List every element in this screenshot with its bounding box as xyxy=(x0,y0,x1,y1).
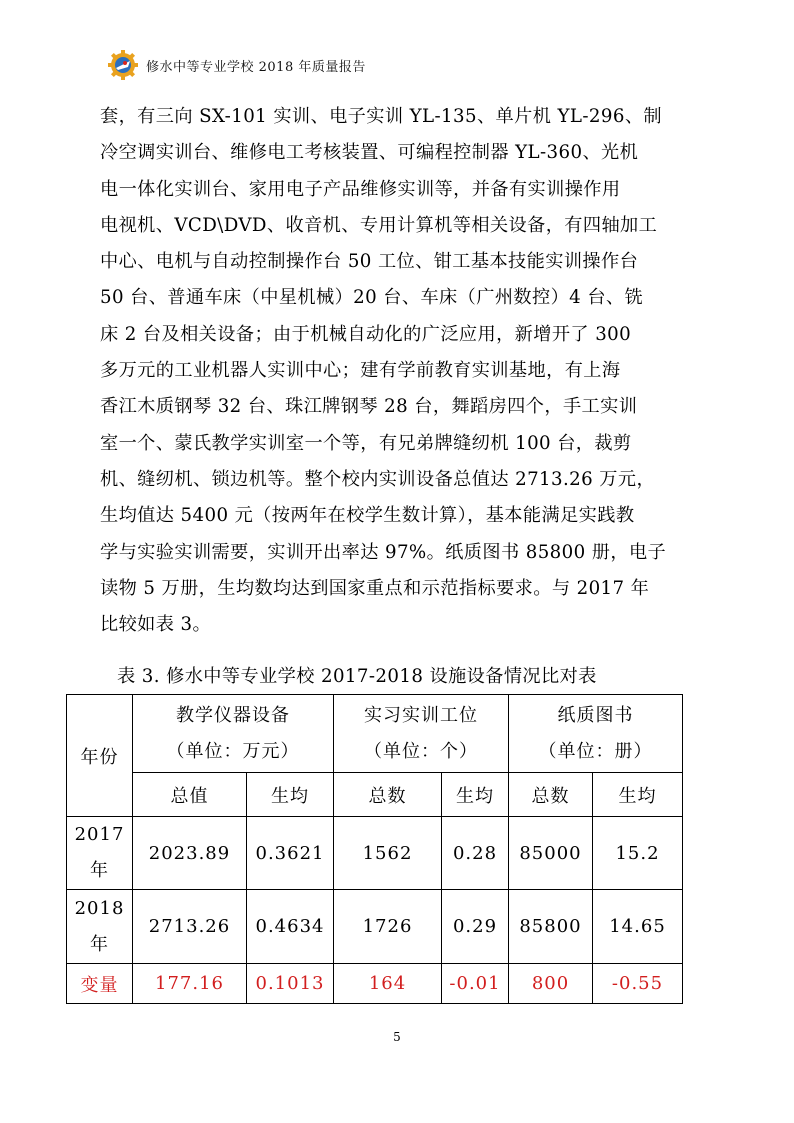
change-value-cell: 0.1013 xyxy=(247,964,334,1004)
value-cell: 0.29 xyxy=(442,890,509,964)
change-value-cell: -0.55 xyxy=(593,964,683,1004)
subheader-cell: 总数 xyxy=(509,773,593,817)
paragraph-line: 室一个、蒙氏教学实训室一个等，有兄弟牌缝纫机 100 台，裁剪 xyxy=(100,432,632,454)
group-header-books xyxy=(509,695,683,773)
paragraph-line: 比较如表 3。 xyxy=(100,614,212,636)
table-row xyxy=(67,817,683,890)
value-cell: 0.28 xyxy=(442,817,509,890)
value-cell: 15.2 xyxy=(593,817,683,890)
value-cell: 14.65 xyxy=(593,890,683,964)
paragraph-line: 读物 5 万册，生均数均达到国家重点和示范指标要求。与 2017 年 xyxy=(100,577,650,599)
subheader-cell: 生均 xyxy=(593,773,683,817)
paragraph-line: 冷空调实训台、维修电工考核装置、可编程控制器 YL-360、光机 xyxy=(100,142,639,164)
table-header-row xyxy=(67,695,683,773)
table-subheader-row xyxy=(67,773,683,817)
value-cell: 85800 xyxy=(509,890,593,964)
year-header-cell: 年份 xyxy=(67,695,133,817)
paragraph-line: 中心、电机与自动控制操作台 50 工位、钳工基本技能实训操作台 xyxy=(100,251,639,273)
page-number: 5 xyxy=(393,1030,401,1044)
change-value-cell: 164 xyxy=(334,964,442,1004)
year-unit: 年 xyxy=(90,933,109,955)
value-cell: 0.3621 xyxy=(247,817,334,890)
year-unit: 年 xyxy=(90,860,109,881)
group-unit: （单位：万元） xyxy=(166,740,300,762)
year-number: 2017 xyxy=(74,824,125,845)
subheader-cell: 生均 xyxy=(247,773,334,817)
group-title: 实习实训工位 xyxy=(364,704,478,726)
change-value-cell: 177.16 xyxy=(133,964,247,1004)
value-cell: 2713.26 xyxy=(133,890,247,964)
change-value-cell: 800 xyxy=(509,964,593,1004)
body-paragraph xyxy=(100,99,710,643)
paragraph-line: 套，有三向 SX-101 实训、电子实训 YL-135、单片机 YL-296、制 xyxy=(100,106,663,127)
table-row xyxy=(67,890,683,964)
year-number: 2018 xyxy=(74,897,125,919)
group-title: 教学仪器设备 xyxy=(176,704,290,726)
value-cell: 1726 xyxy=(334,890,442,964)
group-title: 纸质图书 xyxy=(557,704,634,726)
page-header xyxy=(108,50,366,80)
group-unit: （单位：册） xyxy=(538,740,653,762)
paragraph-line: 学与实验实训需要，实训开出率达 97%。纸质图书 85800 册，电子 xyxy=(100,541,667,563)
year-cell xyxy=(67,890,133,964)
subheader-cell: 总数 xyxy=(334,773,442,817)
subheader-cell: 生均 xyxy=(442,773,509,817)
change-value-cell: -0.01 xyxy=(442,964,509,1004)
change-label-cell: 变量 xyxy=(67,964,133,1004)
table-caption: 表 3. 修水中等专业学校 2017-2018 设施设备情况比对表 xyxy=(117,666,597,687)
value-cell: 0.4634 xyxy=(247,890,334,964)
school-logo-icon xyxy=(108,50,138,80)
value-cell: 1562 xyxy=(334,817,442,890)
group-header-equipment xyxy=(133,695,334,773)
paragraph-line: 机、缝纫机、锁边机等。整个校内实训设备总值达 2713.26 万元， xyxy=(100,468,656,490)
group-header-workstations xyxy=(334,695,509,773)
paragraph-line: 电一体化实训台、家用电子产品维修实训等，并备有实训操作用 xyxy=(100,178,621,200)
subheader-cell: 总值 xyxy=(133,773,247,817)
paragraph-line: 多万元的工业机器人实训中心；建有学前教育实训基地，有上海 xyxy=(100,360,621,382)
paragraph-line: 50 台、普通车床（中星机械）20 台、车床（广州数控）4 台、铣 xyxy=(100,287,644,309)
group-unit: （单位：个） xyxy=(364,740,478,762)
paragraph-line: 香江木质钢琴 32 台、珠江牌钢琴 28 台，舞蹈房四个，手工实训 xyxy=(100,396,638,418)
paragraph-line: 床 2 台及相关设备；由于机械自动化的广泛应用，新增开了 300 xyxy=(100,323,632,345)
value-cell: 85000 xyxy=(509,817,593,890)
header-title: 修水中等专业学校 2018 年质量报告 xyxy=(146,59,366,75)
paragraph-line: 电视机、VCD\DVD、收音机、专用计算机等相关设备，有四轴加工 xyxy=(100,214,658,236)
year-cell xyxy=(67,817,133,890)
paragraph-line: 生均值达 5400 元（按两年在校学生数计算），基本能满足实践教 xyxy=(100,505,635,527)
comparison-table xyxy=(66,694,683,1004)
value-cell: 2023.89 xyxy=(133,817,247,890)
change-row xyxy=(67,964,683,1004)
